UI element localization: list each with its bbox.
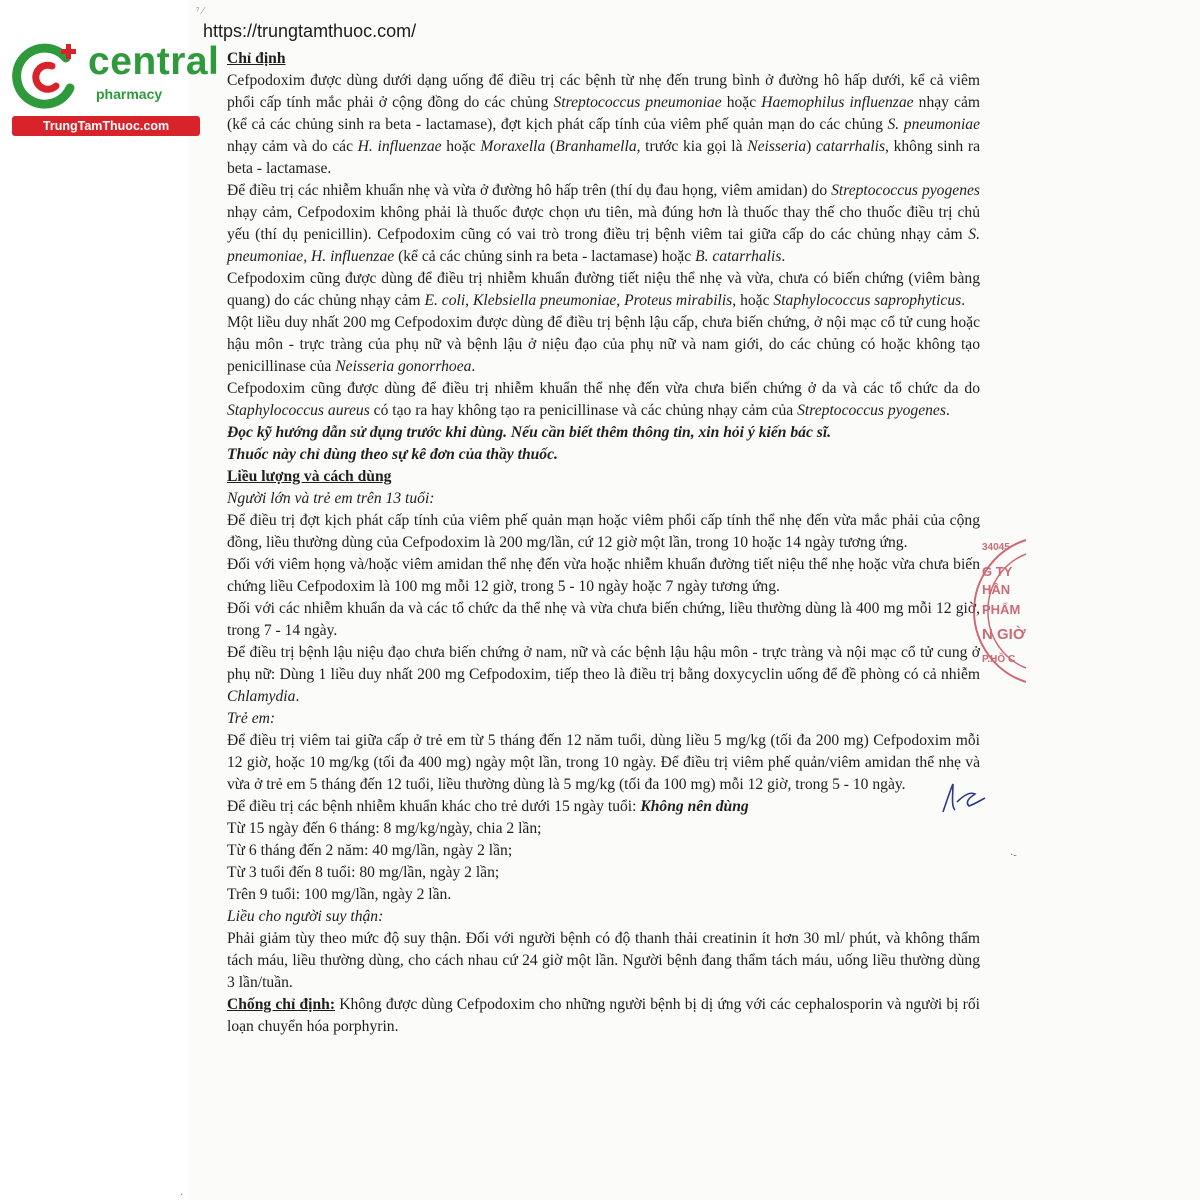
warning-read-instructions: Đọc kỹ hướng dẫn sử dụng trước khi dùng. Nếu cần biết thêm thông tin, xin hỏi ý kiến bác sĩ. [227,424,832,441]
paragraph-indication-1: Cefpodoxim được dùng dưới dạng uống để điều trị các bệnh từ nhẹ đến trung bình ở đường hô hấp dưới, kể cả viêm phổi cấp tính mắc phải ở cộng đồng do các chủng Streptococcus pneumoniae hoặc Haemophilus influenzae nhạy cảm (kể cả các chủng sinh ra beta - lactamase), đợt kịch phát cấp tính của viêm phế quản mạn do các chủng S. pneumoniae nhạy cảm và do các H. influenzae hoặc Moraxella (Branhamella, trước kia gọi là Neisseria) catarrhalis, không sinh ra beta - lactamase. [227,72,981,177]
logo-sub-text: pharmacy [96,86,163,102]
dosage-list-item: Từ 6 tháng đến 2 năm: 40 mg/lần, ngày 2 lần; [227,842,513,859]
logo-brand-text: central [88,40,220,83]
section-title-indications: Chỉ định [227,50,286,67]
scan-speck: ⁷ ⁄ [196,6,204,17]
dosage-paragraph-2: Đối với viêm họng và/hoặc viêm amidan thể nhẹ đến vừa hoặc nhiễm khuẩn đường tiết niệu thể nhẹ hoặc vừa chưa biến chứng liều Cefpodoxim là 100 mg mỗi 12 giờ, trong 5 - 10 ngày hoặc 7 ngày tương ứng. [227,556,980,595]
scan-speck: · [180,1190,184,1201]
logo-banner: TrungTamThuoc.com [12,116,200,136]
company-stamp: 34045 G TY HẦN PHẨM N GIỜ P.HỒ C [968,536,1028,686]
dosage-list-item: Từ 15 ngày đến 6 tháng: 8 mg/kg/ngày, chia 2 lần; [227,820,542,837]
neonate-dosage-line: Để điều trị các bệnh nhiễm khuẩn khác cho trẻ dưới 15 ngày tuổi: Không nên dùng [227,798,749,815]
dosage-paragraph-4: Để điều trị bệnh lậu niệu đạo chưa biến chứng ở nam, nữ và các bệnh lậu hậu môn - trực tràng và nội mạc cổ tử cung ở phụ nữ: Dùng 1 liều duy nhất 200 mg Cefpodoxim, tiếp theo là điều trị bằng doxycyclin uống để đề phòng có cả nhiễm Chlamydia. [227,644,980,705]
signature-mark [935,780,995,820]
leaflet-body [227,48,980,1038]
paragraph-indication-3: Cefpodoxim cũng được dùng để điều trị nhiễm khuẩn đường tiết niệu thể nhẹ và vừa, chưa có biến chứng (viêm bàng quang) do các chủng nhạy cảm E. coli, Klebsiella pneumoniae, Proteus mirabilis, hoặc Staphylococcus saprophyticus. [227,270,980,309]
paragraph-indication-4: Một liều duy nhất 200 mg Cefpodoxim được dùng để điều trị bệnh lậu cấp, chưa biến chứng, ở nội mạc cổ tử cung hoặc hậu môn - trực tràng của phụ nữ và bệnh lậu ở niệu đạo của phụ nữ và nam giới, do các chủng có hoặc không tạo penicillinase của Neisseria gonorrhoea. [227,314,980,375]
warning-prescription-only: Thuốc này chỉ dùng theo sự kê đơn của thầy thuốc. [227,446,558,463]
renal-dosage-label: Liều cho người suy thận: [227,908,384,925]
renal-dosage-paragraph: Phải giảm tùy theo mức độ suy thận. Đối với người bệnh có độ thanh thải creatinin ít hơn 30 ml/ phút, và không thẩm tách máu, liều thường dùng, cho cách nhau cứ 24 giờ một lần. Người bệnh đang thẩm tách máu, uống liều thường dùng 3 lần/tuần. [227,930,980,991]
scan-speck: ·- [1010,850,1017,861]
dosage-list-item: Từ 3 tuổi đến 8 tuổi: 80 mg/lần, ngày 2 lần; [227,864,500,881]
child-dosage-paragraph: Để điều trị viêm tai giữa cấp ở trẻ em từ 5 tháng đến 12 năm tuổi, dùng liều 5 mg/kg (tối đa 200 mg) Cefpodoxim mỗi 12 giờ, hoặc 10 mg/kg (tối đa 400 mg) ngày một lần, trong 10 ngày. Để điều trị viêm phế quản/viêm amidan thể nhẹ và vừa ở trẻ em 5 tháng đến 12 tuổi, liều thường dùng là 5 mg/kg (tối đa 100 mg) mỗi 12 giờ, trong 5 - 10 ngày. [227,732,980,793]
section-title-contraindications: Chống chỉ định: [227,996,336,1013]
dosage-paragraph-1: Để điều trị đợt kịch phát cấp tính của viêm phế quản mạn hoặc viêm phổi cấp tính thể nhẹ đến vừa mắc phải của cộng đồng, liều thường dùng của Cefpodoxim là 200 mg/lần, cứ 12 giờ một lần, trong 10 hoặc 14 ngày tương ứng. [227,512,980,551]
paragraph-indication-2: Để điều trị các nhiễm khuẩn nhẹ và vừa ở đường hô hấp trên (thí dụ đau họng, viêm amidan) do Streptococcus pyogenes nhạy cảm, Cefpodoxim không phải là thuốc được chọn ưu tiên, mà đúng hơn là thuốc thay thế cho thuốc điều trị chủ yếu (thí dụ penicillin). Cefpodoxim cũng có vai trò trong điều trị bệnh viêm tai giữa cấp do các chủng nhạy cảm S. pneumoniae, H. influenzae (kể cả các chủng sinh ra beta - lactamase) hoặc B. catarrhalis. [227,182,980,265]
pharmacy-cross-icon [8,36,88,116]
dosage-list-item: Trên 9 tuổi: 100 mg/lần, ngày 2 lần. [227,886,452,903]
source-url: https://trungtamthuoc.com/ [203,21,417,41]
adult-dosage-label: Người lớn và trẻ em trên 13 tuổi: [227,490,435,507]
central-pharmacy-logo [8,36,218,141]
contraindications-paragraph: Chống chỉ định: Không được dùng Cefpodoxim cho những người bệnh bị dị ứng với các cephalosporin và người bị rối loạn chuyển hóa porphyrin. [227,996,981,1035]
dosage-paragraph-3: Đối với các nhiễm khuẩn da và các tổ chức da thể nhẹ và vừa chưa biến chứng, liều thường dùng là 400 mg mỗi 12 giờ, trong 7 - 14 ngày. [227,600,980,639]
section-title-dosage: Liều lượng và cách dùng [227,468,392,485]
paragraph-indication-5: Cefpodoxim cũng được dùng để điều trị nhiễm khuẩn thể nhẹ đến vừa chưa biến chứng ở da và các tổ chức da do Staphylococcus aureus có tạo ra hay không tạo ra penicillinase và các chủng nhạy cảm của Streptococcus pyogenes. [227,380,980,419]
child-dosage-label: Trẻ em: [227,710,276,727]
